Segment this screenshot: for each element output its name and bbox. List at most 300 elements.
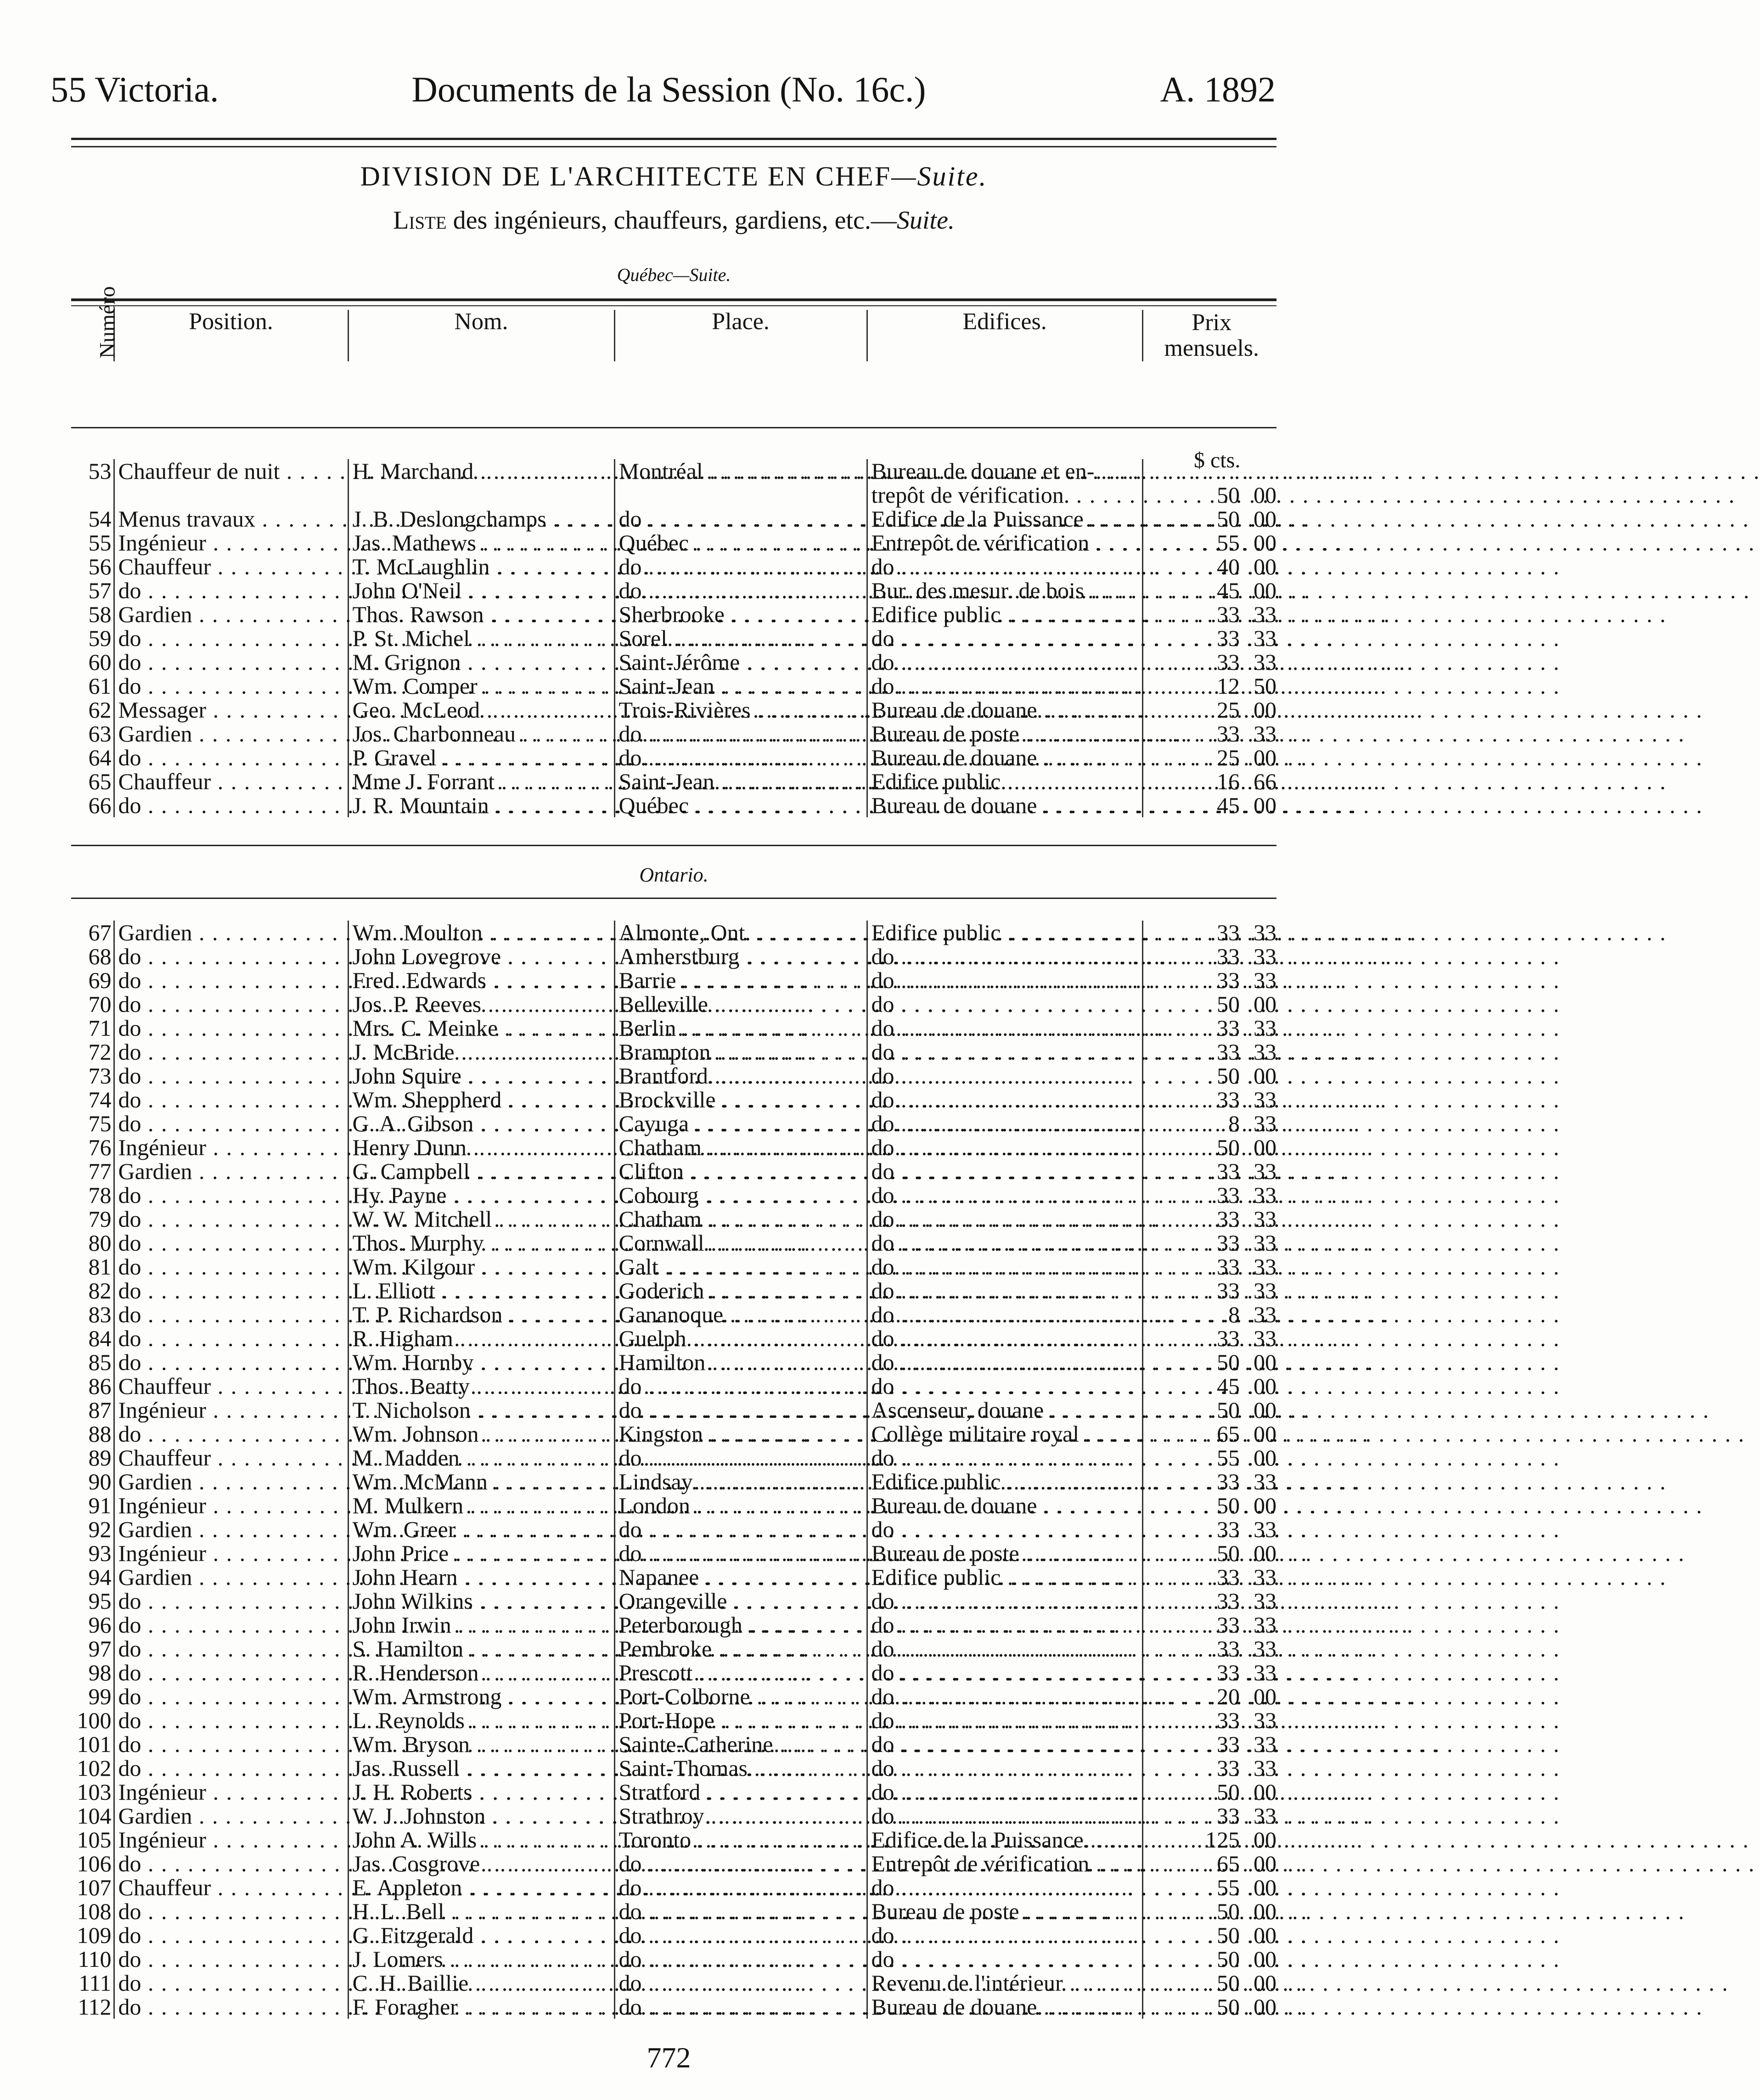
table-row (68, 1637, 1280, 1661)
row-name: H. L. Bell . . . (348, 1899, 614, 1923)
row-place: Stratford . . . (614, 1780, 867, 1804)
row-place: Peterborough . . . (614, 1613, 867, 1637)
row-name: Jos. Charbonneau . . . (348, 722, 614, 746)
price-cents: 50 (1254, 673, 1276, 699)
price-dollars: 55 (1217, 1445, 1240, 1471)
price-dollars: 40 (1217, 554, 1240, 579)
row-number: 94 (88, 1564, 112, 1590)
row-number: 102 (77, 1755, 112, 1781)
table-row (68, 1112, 1280, 1135)
row-name: Wm. Sheppherd . . . (348, 1088, 614, 1112)
price-dollars: 45 (1217, 792, 1240, 818)
table-row (68, 1398, 1280, 1422)
row-position: Chauffeur . . . (114, 769, 348, 793)
table-row (68, 1303, 1280, 1326)
price-dollars: 50 (1217, 1540, 1240, 1566)
row-number: 77 (88, 1158, 112, 1184)
row-position: Ingénieur . . . (114, 1780, 348, 1804)
row-name: J. H. Roberts . . . (348, 1780, 614, 1804)
row-number: 68 (88, 943, 112, 969)
running-header-center: Documents de la Session (No. 16c.) (411, 69, 926, 109)
row-number: 103 (77, 1779, 112, 1805)
row-name: W. W. Mitchell . . . (348, 1207, 614, 1231)
price-dollars: 33 (1217, 1707, 1240, 1733)
row-place: do . . . (614, 1852, 867, 1875)
row-position: Gardien . . . (114, 1565, 348, 1589)
price-dollars: 65 (1217, 1421, 1240, 1447)
table-row (68, 1995, 1280, 2019)
row-number: 92 (88, 1516, 112, 1542)
row-position: do . . . (114, 793, 348, 817)
price-cents: 33 (1254, 1469, 1276, 1494)
row-building: do . . . (867, 1661, 1142, 1684)
ontario-top-rule (71, 898, 1276, 899)
price-dollars: 33 (1217, 1588, 1240, 1614)
row-name: Wm. McMann . . . (348, 1470, 614, 1494)
row-number: 98 (88, 1660, 112, 1685)
row-position: do . . . (114, 1183, 348, 1207)
row-position: do . . . (114, 1088, 348, 1112)
column-headings (68, 286, 1280, 361)
row-number: 101 (77, 1731, 112, 1757)
row-building: do . . . (867, 1016, 1142, 1040)
running-header-left: 55 Victoria. (51, 69, 219, 109)
row-place: Almonte, Ont. . . . (614, 921, 867, 944)
price-dollars: 33 (1217, 1731, 1240, 1757)
price-cents: 00 (1254, 482, 1276, 508)
row-building: do . . . (867, 1875, 1142, 1899)
price-cents: 00 (1254, 1134, 1276, 1160)
price-cents: 33 (1254, 721, 1276, 747)
row-building: do . . . (867, 1183, 1142, 1207)
row-position: do . . . (114, 1661, 348, 1684)
price-dollars: 33 (1217, 1612, 1240, 1638)
price-dollars: 33 (1217, 967, 1240, 993)
table-row (68, 992, 1280, 1016)
row-number: 56 (88, 554, 112, 579)
price-dollars: 33 (1217, 1516, 1240, 1542)
row-position: Ingénieur . . . (114, 1398, 348, 1422)
price-cents: 33 (1254, 1516, 1276, 1542)
row-number: 66 (88, 792, 112, 818)
row-place: Gananoque . . . (614, 1303, 867, 1326)
row-name: Wm. Kilgour . . . (348, 1255, 614, 1279)
row-number: 96 (88, 1612, 112, 1638)
row-position: Gardien . . . (114, 602, 348, 626)
row-place: Barrie . . . (614, 968, 867, 992)
table-row (68, 626, 1280, 650)
row-building: do . . . (867, 626, 1142, 650)
row-position: do . . . (114, 1064, 348, 1088)
row-place: Brantford . . . (614, 1064, 867, 1088)
row-place: do . . . (614, 1995, 867, 2019)
price-cents: 33 (1254, 1230, 1276, 1256)
row-position: Chauffeur de nuit . . . (114, 459, 348, 483)
row-name: John Hearn . . . (348, 1565, 614, 1589)
row-number: 62 (88, 697, 112, 723)
row-building: Edifice de la Puissance . . . (867, 507, 1142, 531)
row-number: 58 (88, 601, 112, 627)
price-cents: 00 (1254, 1445, 1276, 1471)
running-header-right: A. 1892 (1160, 69, 1276, 109)
row-number: 60 (88, 649, 112, 675)
row-number: 71 (88, 1015, 112, 1041)
row-building: do . . . (867, 1064, 1142, 1088)
price-cents: 33 (1254, 967, 1276, 993)
row-name: G. A. Gibson . . . (348, 1112, 614, 1135)
price-dollars: 50 (1217, 1898, 1240, 1924)
row-position: Gardien . . . (114, 921, 348, 944)
price-dollars: 65 (1217, 1851, 1240, 1876)
row-place: do . . . (614, 1541, 867, 1565)
price-cents: 33 (1254, 1803, 1276, 1829)
row-place: do . . . (614, 1446, 867, 1470)
table-row (68, 793, 1280, 817)
row-number: 57 (88, 578, 112, 603)
price-dollars: 45 (1217, 578, 1240, 603)
price-dollars: 12 (1217, 673, 1240, 699)
row-name: M. Grignon . . . (348, 650, 614, 674)
row-building: do . . . (867, 1732, 1142, 1756)
row-position: do . . . (114, 944, 348, 968)
price-cents: 00 (1254, 991, 1276, 1017)
row-building: Edifice public . . . (867, 921, 1142, 944)
col-numero-label: Numéro (95, 286, 120, 359)
price-cents: 00 (1254, 1063, 1276, 1089)
row-place: Lindsay . . . (614, 1470, 867, 1494)
row-number: 80 (88, 1230, 112, 1256)
row-building: do . . . (867, 555, 1142, 578)
division-title-text: DIVISION DE L'ARCHITECTE EN CHEF (360, 161, 892, 191)
quebec-bottom-rule (71, 845, 1276, 846)
row-number: 104 (77, 1803, 112, 1829)
row-place: do . . . (614, 555, 867, 578)
row-number: 87 (88, 1397, 112, 1423)
row-place: Sherbrooke . . . (614, 602, 867, 626)
table-row (68, 968, 1280, 992)
row-place: Goderich . . . (614, 1279, 867, 1303)
table-row (68, 746, 1280, 769)
row-name: G. Campbell . . . (348, 1159, 614, 1183)
row-position: do . . . (114, 1016, 348, 1040)
row-name: J. Lomers . . . (348, 1947, 614, 1971)
price-cents: 00 (1254, 1994, 1276, 2020)
row-building: Bureau de douane . . . (867, 746, 1142, 769)
row-building: do . . . (867, 968, 1142, 992)
table-row (68, 1804, 1280, 1828)
price-cents: 00 (1254, 1421, 1276, 1447)
row-name: John Squire . . . (348, 1064, 614, 1088)
price-cents: 33 (1254, 1158, 1276, 1184)
price-cents: 33 (1254, 1111, 1276, 1136)
table-top-rule (71, 298, 1276, 301)
price-dollars: 50 (1217, 1063, 1240, 1089)
row-name: Wm. Moulton . . . (348, 921, 614, 944)
table-row (68, 555, 1280, 578)
row-building: do . . . (867, 1159, 1142, 1183)
row-place: do . . . (614, 746, 867, 769)
row-position: do . . . (114, 1589, 348, 1613)
price-dollars: 33 (1217, 920, 1240, 945)
row-place: Napanee . . . (614, 1565, 867, 1589)
price-cents: 00 (1254, 1493, 1276, 1518)
price-cents: 33 (1254, 1325, 1276, 1351)
row-position: do . . . (114, 1708, 348, 1732)
row-place: Trois-Rivières . . . (614, 698, 867, 722)
row-building: do . . . (867, 1517, 1142, 1541)
row-name: M. Mulkern . . . (348, 1494, 614, 1517)
price-cents: 33 (1254, 1755, 1276, 1781)
table-row (68, 1517, 1280, 1541)
row-number: 84 (88, 1325, 112, 1351)
row-position: Gardien . . . (114, 722, 348, 746)
price-dollars: 33 (1217, 1015, 1240, 1041)
row-building: Revenu de l'intérieur . . . (867, 1971, 1142, 1995)
row-position: Chauffeur . . . (114, 1875, 348, 1899)
table-row (68, 1135, 1280, 1159)
price-cents: 00 (1254, 1827, 1276, 1853)
table-row (68, 921, 1280, 944)
header-rule-thick (71, 138, 1276, 140)
table-row (68, 722, 1280, 746)
row-position: do . . . (114, 1231, 348, 1255)
row-number: 61 (88, 673, 112, 699)
row-number: 67 (88, 920, 112, 945)
row-building: do . . . (867, 1231, 1142, 1255)
row-place (614, 483, 867, 507)
row-name: Henry Dunn . . . (348, 1135, 614, 1159)
row-building: Edifice public . . . (867, 1565, 1142, 1589)
row-name: Wm. Comper . . . (348, 674, 614, 698)
table-row (68, 674, 1280, 698)
row-number: 64 (88, 745, 112, 770)
row-number: 78 (88, 1182, 112, 1208)
table-row (68, 1565, 1280, 1589)
row-number: 53 (88, 458, 112, 484)
table-top-rule-thin (71, 305, 1276, 306)
price-cents: 33 (1254, 1731, 1276, 1757)
price-dollars: 50 (1217, 1970, 1240, 1996)
row-name: Geo. McLeod . . . (348, 698, 614, 722)
row-number: 81 (88, 1254, 112, 1280)
row-name: L. Reynolds . . . (348, 1708, 614, 1732)
row-place: Port-Colborne . . . (614, 1684, 867, 1708)
row-number: 89 (88, 1445, 112, 1471)
table-row (68, 944, 1280, 968)
row-name: C. H. Baillie . . . (348, 1971, 614, 1995)
row-position: Menus travaux . . . (114, 507, 348, 531)
row-building: do . . . (867, 992, 1142, 1016)
col-nom: Nom. (348, 310, 614, 361)
row-place: do . . . (614, 1374, 867, 1398)
row-name: Mrs. C. Meinke . . . (348, 1016, 614, 1040)
row-place: do . . . (614, 507, 867, 531)
row-number: 69 (88, 967, 112, 993)
row-name: P. St. Michel . . . (348, 626, 614, 650)
row-building: do . . . (867, 674, 1142, 698)
row-position: do . . . (114, 1684, 348, 1708)
row-number: 74 (88, 1087, 112, 1112)
row-position: Chauffeur . . . (114, 1374, 348, 1398)
row-number: 85 (88, 1349, 112, 1375)
row-name: Wm. Bryson . . . (348, 1732, 614, 1756)
row-building: do . . . (867, 1374, 1142, 1398)
row-name: John O'Neil . . . (348, 578, 614, 602)
row-place: Brockville . . . (614, 1088, 867, 1112)
price-cents: 00 (1254, 1851, 1276, 1876)
row-name: Mme J. Forrant . . . (348, 769, 614, 793)
row-building: Bur. des mesur. de bois . . . (867, 578, 1142, 602)
row-name: Thos. Rawson . . . (348, 602, 614, 626)
price-dollars: 8 (1228, 1111, 1240, 1136)
row-number: 88 (88, 1421, 112, 1447)
row-position: do . . . (114, 1350, 348, 1374)
row-place: Saint-Jérôme . . . (614, 650, 867, 674)
row-position: do . . . (114, 674, 348, 698)
row-number: 99 (88, 1684, 112, 1709)
price-cents: 33 (1254, 1612, 1276, 1638)
row-building: do . . . (867, 1088, 1142, 1112)
price-cents: 00 (1254, 1684, 1276, 1709)
division-title (71, 161, 1276, 192)
row-building: Bureau de douane . . . (867, 1995, 1142, 2019)
row-position: Messager . . . (114, 698, 348, 722)
price-cents: 00 (1254, 554, 1276, 579)
row-place: Saint-Jean . . . (614, 769, 867, 793)
row-number: 105 (77, 1827, 112, 1853)
price-dollars: 50 (1217, 1994, 1240, 2020)
table-row (68, 1828, 1280, 1852)
row-place: Hamilton . . . (614, 1350, 867, 1374)
row-position: do . . . (114, 1995, 348, 2019)
row-name: John Irwin . . . (348, 1613, 614, 1637)
price-cents: 00 (1254, 1373, 1276, 1399)
row-building: Bureau de poste . . . (867, 722, 1142, 746)
unit-label: $ cts. (1194, 448, 1241, 472)
price-dollars: 50 (1217, 1922, 1240, 1948)
row-building: Entrepôt de vérification . . . (867, 531, 1142, 555)
row-place: Port-Hope . . . (614, 1708, 867, 1732)
price-dollars: 50 (1217, 482, 1240, 508)
price-dollars: 20 (1217, 1684, 1240, 1709)
row-place: do . . . (614, 1971, 867, 1995)
price-dollars: 33 (1217, 1230, 1240, 1256)
price-dollars: 33 (1217, 1254, 1240, 1280)
row-place: do . . . (614, 1398, 867, 1422)
row-place: Cayuga . . . (614, 1112, 867, 1135)
price-cents: 00 (1254, 1898, 1276, 1924)
row-position: do . . . (114, 1112, 348, 1135)
table-row (68, 1159, 1280, 1183)
price-dollars: 33 (1217, 943, 1240, 969)
table-row (68, 1255, 1280, 1279)
row-number: 93 (88, 1540, 112, 1566)
col-edifices: Edifices. (867, 310, 1142, 361)
row-place: Orangeville . . . (614, 1589, 867, 1613)
row-building: do . . . (867, 1326, 1142, 1350)
table-row (68, 1661, 1280, 1684)
row-position: do . . . (114, 1326, 348, 1350)
row-position: do . . . (114, 1207, 348, 1231)
price-dollars: 33 (1217, 1182, 1240, 1208)
price-dollars: 50 (1217, 1946, 1240, 1972)
row-position: do . . . (114, 650, 348, 674)
row-building: do . . . (867, 1684, 1142, 1708)
price-dollars: 33 (1217, 1087, 1240, 1112)
row-position: do . . . (114, 1422, 348, 1446)
table-row (68, 1899, 1280, 1923)
row-place: Cobourg . . . (614, 1183, 867, 1207)
row-name: John Lovegrove . . . (348, 944, 614, 968)
table-row (68, 1732, 1280, 1756)
table-row (68, 459, 1280, 483)
row-name (348, 483, 614, 507)
table-row (68, 1684, 1280, 1708)
price-dollars: 33 (1217, 1206, 1240, 1232)
col-numero (68, 286, 120, 361)
price-cents: 33 (1254, 1660, 1276, 1685)
row-number: 76 (88, 1134, 112, 1160)
price-cents: 33 (1254, 1278, 1276, 1303)
row-building: do . . . (867, 1756, 1142, 1780)
price-cents: 33 (1254, 601, 1276, 627)
row-position: Ingénieur . . . (114, 1828, 348, 1852)
row-name: W. J. Johnston . . . (348, 1804, 614, 1828)
table-row (68, 1207, 1280, 1231)
row-position: do . . . (114, 1756, 348, 1780)
row-name: T. McLaughlin . . . (348, 555, 614, 578)
row-position: do . . . (114, 578, 348, 602)
region-quebec-suite: Québec—Suite. (617, 264, 731, 285)
row-number: 86 (88, 1373, 112, 1399)
price-dollars: 50 (1217, 506, 1240, 532)
row-place: do . . . (614, 1923, 867, 1947)
price-dollars: 33 (1217, 1278, 1240, 1303)
row-position (114, 483, 348, 507)
row-number: 79 (88, 1206, 112, 1232)
row-place: Montréal . . . (614, 459, 867, 483)
price-dollars: 33 (1217, 1564, 1240, 1590)
price-cents: 00 (1254, 506, 1276, 532)
row-place: Saint-Thomas . . . (614, 1756, 867, 1780)
table-row (68, 1541, 1280, 1565)
price-dollars: 33 (1217, 1660, 1240, 1685)
row-position: do . . . (114, 1255, 348, 1279)
row-name: John A. Wills . . . (348, 1828, 614, 1852)
row-building: do . . . (867, 944, 1142, 968)
price-dollars: 33 (1217, 1803, 1240, 1829)
row-name: Wm. Armstrong . . . (348, 1684, 614, 1708)
table-row (68, 1446, 1280, 1470)
price-cents: 33 (1254, 1206, 1276, 1232)
row-number: 106 (77, 1851, 112, 1876)
price-cents: 33 (1254, 1015, 1276, 1041)
row-place: Guelph . . . (614, 1326, 867, 1350)
row-position: do . . . (114, 746, 348, 769)
table-row (68, 1923, 1280, 1947)
row-position: do . . . (114, 1279, 348, 1303)
row-number: 90 (88, 1469, 112, 1494)
price-dollars: 33 (1217, 1636, 1240, 1662)
col-prix: Prix mensuels. (1142, 310, 1280, 361)
row-name: J. R. Mountain . . . (348, 793, 614, 817)
row-name: John Price . . . (348, 1541, 614, 1565)
row-number: 59 (88, 625, 112, 651)
row-position: do . . . (114, 1852, 348, 1875)
row-name: Jas. Russell . . . (348, 1756, 614, 1780)
row-position: Gardien . . . (114, 1517, 348, 1541)
price-dollars: 50 (1217, 1134, 1240, 1160)
